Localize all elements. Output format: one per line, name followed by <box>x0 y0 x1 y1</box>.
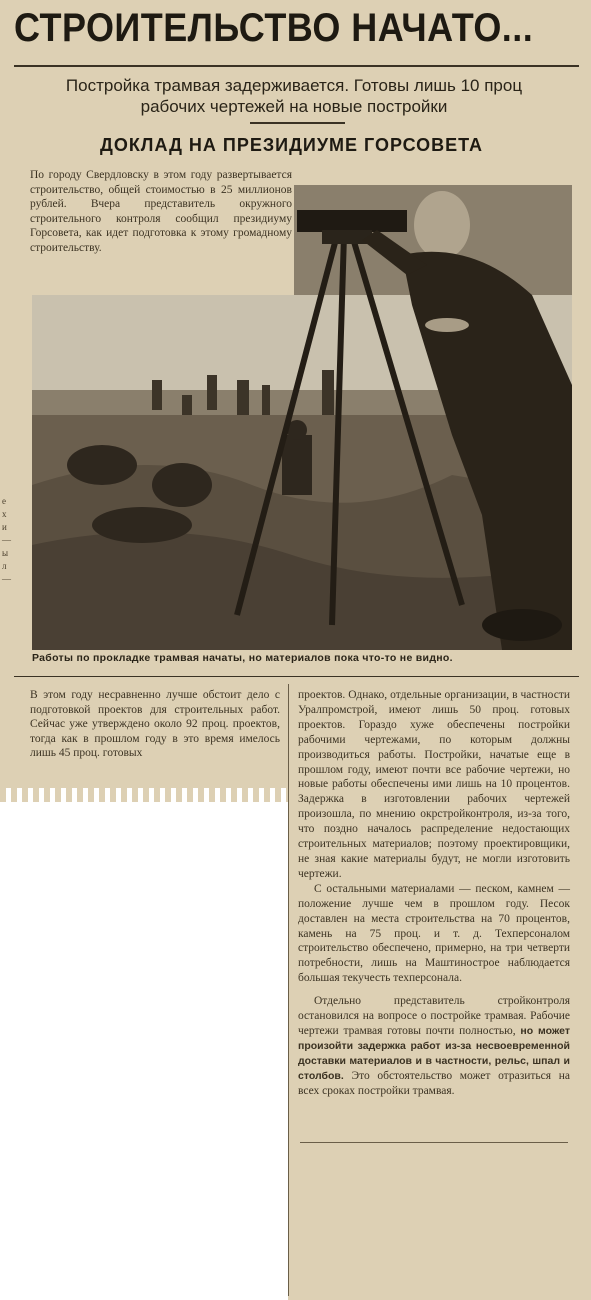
headline: СТРОИТЕЛЬСТВО НАЧАТО... <box>14 6 534 50</box>
intro-paragraph: По городу Свердловску в этом году развертывается строительство, общей стоимостью в 25 миллионов рублей. Вчера представитель окружного строительного контроля сообщил президиуму Горсовета, как идет подготовка к этому громадному строительству. <box>30 169 292 254</box>
subheadline-line-2: рабочих чертежей на новые постройки <box>140 97 448 116</box>
torn-edge <box>0 788 290 802</box>
margin-fragments: ехи—ыл— <box>2 496 11 584</box>
paragraph-text: Отдельно представитель стройконтроля остановился на вопросе о постройке трамвая. Рабочие чертежи трамвая готовы почти полностью, <box>298 995 570 1037</box>
photo-caption: Работы по прокладке трамвая начаты, но материалов пока что-то не видно. <box>32 652 453 664</box>
paragraph-tram <box>298 994 570 1098</box>
inline-rule <box>300 1142 568 1143</box>
section-title: ДОКЛАД НА ПРЕЗИДИУМЕ ГОРСОВЕТА <box>100 135 483 155</box>
paragraph-text: Это обстоятельство может отразиться на всех сроках постройки трамвая. <box>298 1069 570 1097</box>
subheadline-line-1: Постройка трамвая задерживается. Готовы лишь 10 проц <box>65 76 523 95</box>
emphasis-text: но может произойти задержка работ из-за несвоевременной доставки материалов и в частности, рельс, шпал и столбов. <box>298 1024 571 1082</box>
subheadline <box>14 75 574 117</box>
article-column-left: В этом году несравненно лучше обстоит дело с подготовкой проектов для строительных работ. Сейчас уже утверждено около 92 проц. проектов, тогда как в прошлом году в это время имелось лишь 45 проц. готовых <box>30 689 280 759</box>
caption-rule <box>14 676 579 677</box>
column-divider <box>288 684 289 1296</box>
divider-rule <box>14 65 579 67</box>
paragraph: С остальными материалами — песком, камнем — положение лучше чем в прошлом году. Песок доставлен на места строительства на 70 процентов, камень на 75 проц. и т. д. Техперсоналом строительство обеспечено, примерно, на три четверти потребности, лишь на Маштинострое наблюдается большая текучесть техперсонала. <box>298 882 570 985</box>
paragraph: проектов. Однако, отдельные организации, в частности Уралпромстрой, имеют лишь 50 проц. готовых проектов. Гораздо хуже обеспечены постройки рабочими чертежами, по которым должны производиться работы. Постройки, начатые еще в прошлом году, имеют почти все рабочие чертежи, но новые работы обеспечены ими лишь на 10 процентов. Задержка в изготовлении рабочих чертежей произошла, по мнению окрстройконтроля, из-за того, что поздно началось распределение недостающих строительных материалов; поэтому проектировщики, не зная какие материалы будут, не могли изготовить чертежи. <box>298 689 570 880</box>
short-divider-rule <box>250 122 345 124</box>
article-column-right <box>298 688 570 1098</box>
